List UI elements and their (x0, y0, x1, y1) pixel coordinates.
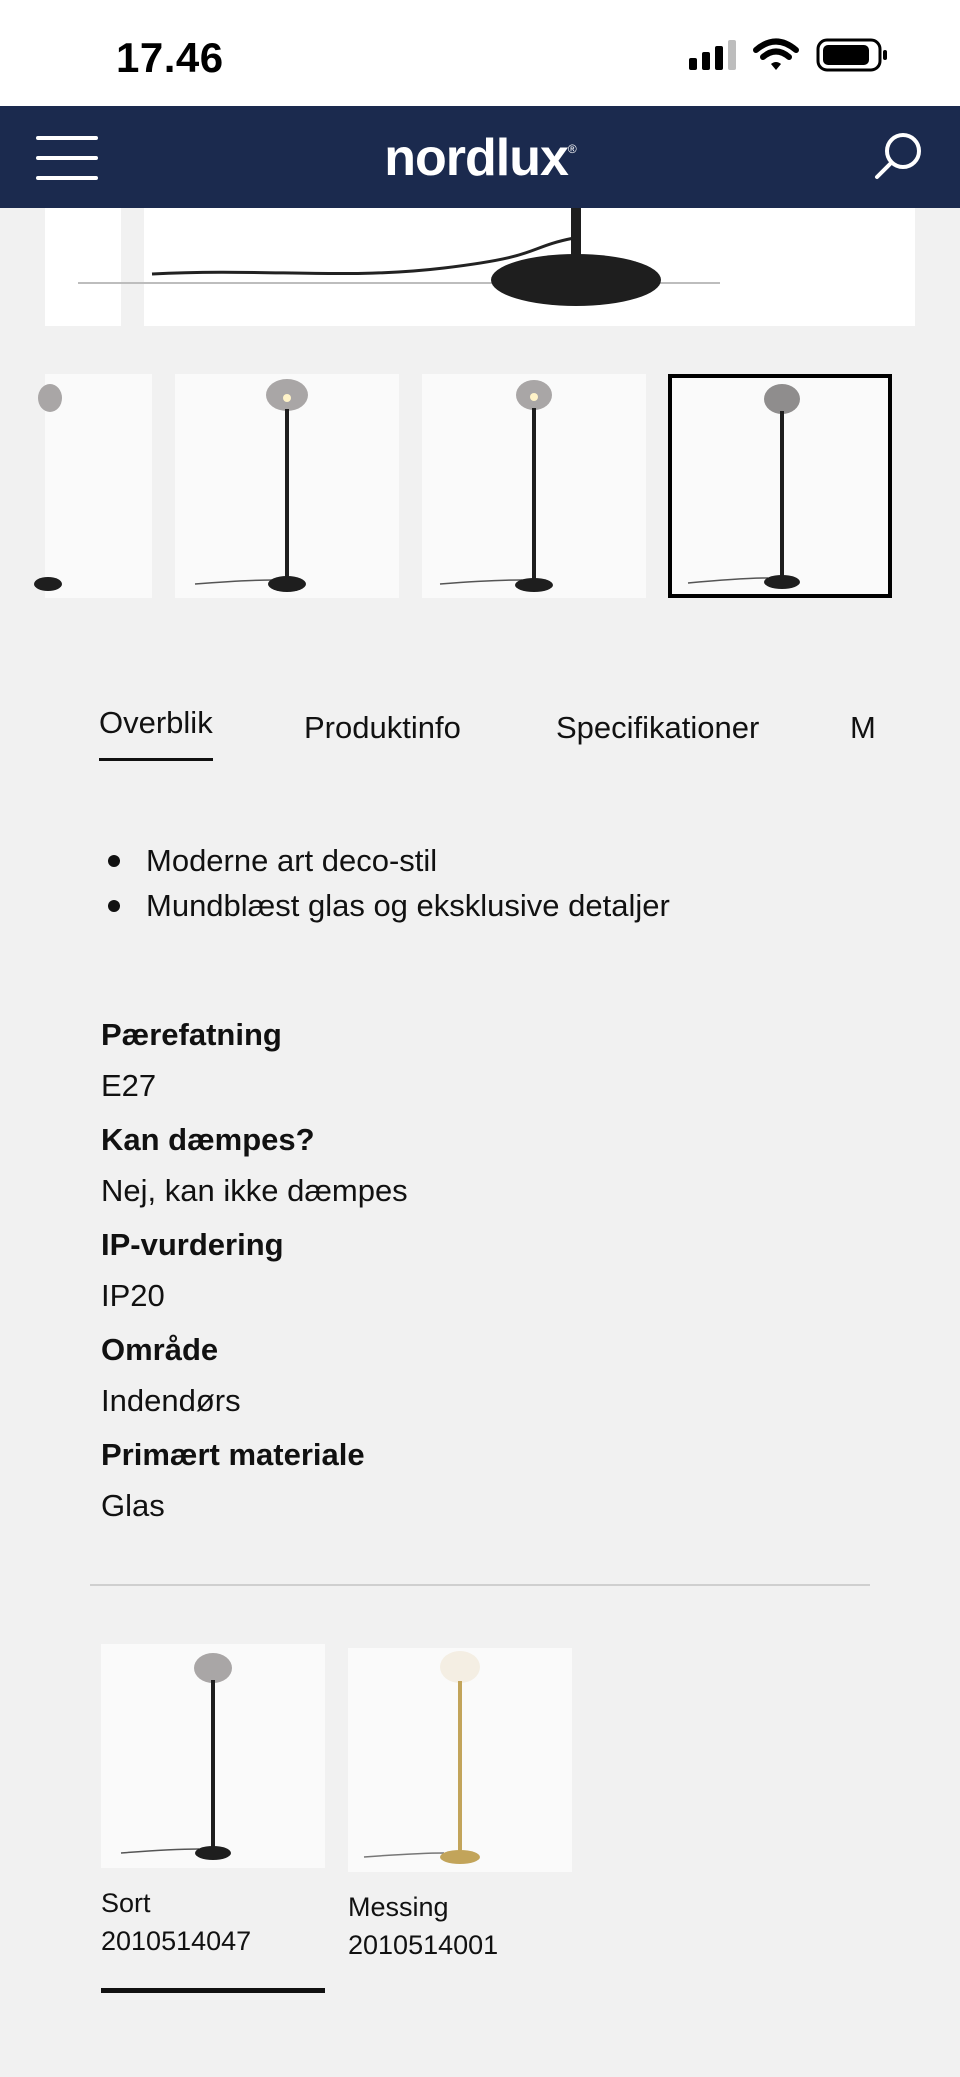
thumbnail-1[interactable] (45, 374, 152, 598)
spec-label: Primært materiale (101, 1437, 365, 1472)
wifi-icon (754, 39, 798, 71)
product-tabs (0, 700, 876, 770)
tab-more[interactable]: M (850, 710, 876, 745)
spec-value: Indendørs (101, 1383, 241, 1418)
status-bar (0, 0, 960, 106)
spec-value: IP20 (101, 1278, 165, 1313)
site-header (0, 106, 960, 208)
feature-item: Moderne art deco-stil (104, 838, 670, 883)
spec-value: Nej, kan ikke dæmpes (101, 1173, 408, 1208)
spec-label: Område (101, 1332, 219, 1367)
status-time: 17.46 (116, 34, 224, 81)
registered-mark: ® (567, 142, 576, 156)
variant-image (101, 1644, 325, 1868)
spec-value: Glas (101, 1488, 165, 1523)
battery-icon (816, 38, 888, 72)
logo-text: nordlux (384, 129, 568, 187)
tab-overblik[interactable]: Overblik (99, 705, 213, 740)
feature-item: Mundblæst glas og eksklusive detaljer (104, 883, 670, 928)
spec-label: Kan dæmpes? (101, 1122, 315, 1157)
tab-produktinfo[interactable]: Produktinfo (304, 710, 461, 745)
variant-sku: 2010514001 (348, 1930, 499, 1960)
floor-lamp-base-image (144, 208, 915, 326)
variant-color: Sort (101, 1888, 151, 1918)
selected-variant-indicator (101, 1988, 325, 1993)
spec-value: E27 (101, 1068, 157, 1103)
hero-image-previous[interactable] (45, 208, 121, 326)
nordlux-logo[interactable] (0, 128, 960, 188)
variant-messing[interactable] (348, 1648, 572, 1964)
tab-specifikationer[interactable]: Specifikationer (556, 710, 760, 745)
variant-image (348, 1648, 572, 1872)
thumbnail-4-selected[interactable] (668, 374, 892, 598)
variant-sku: 2010514047 (101, 1926, 252, 1956)
section-divider (90, 1584, 870, 1586)
spec-label: Pærefatning (101, 1017, 282, 1052)
lamp-thumbnail-image (672, 378, 888, 594)
status-icons (689, 38, 888, 72)
thumbnail-3[interactable] (422, 374, 646, 598)
brass-floor-lamp-image (348, 1648, 572, 1872)
feature-list (104, 838, 670, 928)
lamp-thumbnail-image (45, 374, 152, 598)
spec-list (101, 1010, 408, 1535)
spec-label: IP-vurdering (101, 1227, 284, 1262)
hero-image[interactable] (144, 208, 915, 326)
search-icon[interactable] (872, 130, 924, 182)
variant-color: Messing (348, 1892, 449, 1922)
thumbnail-2[interactable] (175, 374, 399, 598)
lamp-thumbnail-image (422, 374, 646, 598)
black-floor-lamp-image (101, 1644, 325, 1868)
lamp-thumbnail-image (175, 374, 399, 598)
cellular-signal-icon (689, 40, 736, 70)
variant-sort[interactable] (101, 1644, 325, 1960)
